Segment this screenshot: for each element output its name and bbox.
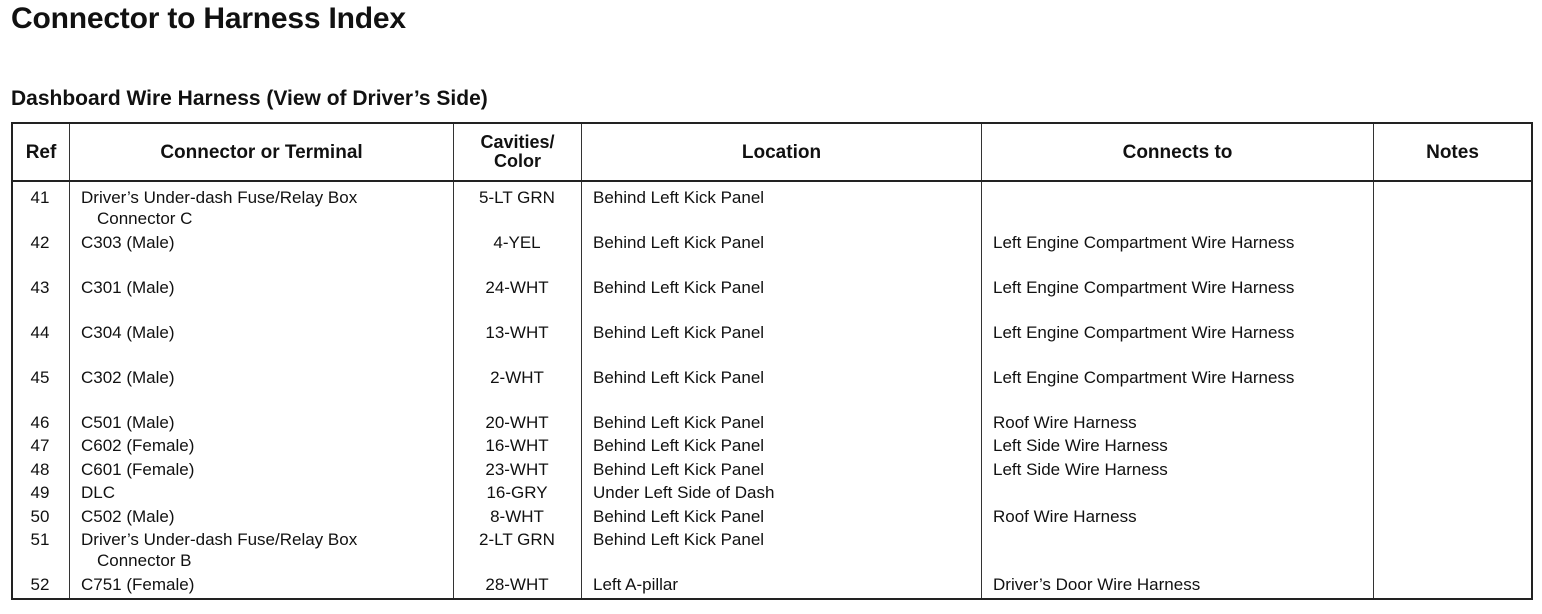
- header-cavities-line2: Color: [494, 151, 541, 171]
- cell-connector: C602 (Female): [81, 436, 195, 455]
- col-divider: [1373, 124, 1374, 598]
- section-title: Dashboard Wire Harness (View of Driver’s Side): [11, 87, 488, 110]
- col-divider: [69, 124, 70, 598]
- cell-cavities: 8-WHT: [490, 507, 544, 526]
- cell-location: Behind Left Kick Panel: [593, 188, 765, 207]
- cell-connector: C303 (Male): [81, 233, 175, 252]
- cell-ref: 49: [30, 483, 50, 502]
- cell-cavities: 23-WHT: [485, 460, 549, 479]
- cell-connector-line2: Connector B: [97, 551, 192, 570]
- cell-ref: 47: [30, 436, 50, 455]
- cell-connects-to: Driver’s Door Wire Harness: [993, 575, 1201, 594]
- cell-connects-to: Roof Wire Harness: [993, 507, 1137, 526]
- cell-cavities: 20-WHT: [485, 413, 549, 432]
- cell-connector-line1: Driver’s Under-dash Fuse/Relay Box: [81, 188, 358, 207]
- header-ref: Ref: [25, 141, 57, 163]
- cell-connects-to: Left Engine Compartment Wire Harness: [993, 323, 1295, 342]
- cell-connects-to: Left Engine Compartment Wire Harness: [993, 368, 1295, 387]
- cell-location: Behind Left Kick Panel: [593, 436, 765, 455]
- col-divider: [981, 124, 982, 598]
- cell-cavities: 13-WHT: [485, 323, 549, 342]
- cell-location: Behind Left Kick Panel: [593, 460, 765, 479]
- cell-ref: 46: [30, 413, 50, 432]
- cell-connects-to: Left Engine Compartment Wire Harness: [993, 278, 1295, 297]
- cell-connector: [81, 529, 357, 571]
- header-divider: [13, 180, 1531, 182]
- cell-location: Behind Left Kick Panel: [593, 233, 765, 252]
- cell-connector: C304 (Male): [81, 323, 175, 342]
- cell-ref: 50: [30, 507, 50, 526]
- cell-connector: C501 (Male): [81, 413, 175, 432]
- header-location: Location: [741, 141, 822, 163]
- cell-location: Behind Left Kick Panel: [593, 368, 765, 387]
- cell-connects-to: Left Side Wire Harness: [993, 460, 1168, 479]
- cell-connects-to: Left Engine Compartment Wire Harness: [993, 233, 1295, 252]
- cell-location: Left A-pillar: [593, 575, 679, 594]
- cell-connector: C302 (Male): [81, 368, 175, 387]
- col-divider: [581, 124, 582, 598]
- cell-location: Behind Left Kick Panel: [593, 413, 765, 432]
- cell-connector: C751 (Female): [81, 575, 195, 594]
- cell-connector: C601 (Female): [81, 460, 195, 479]
- cell-ref: 42: [30, 233, 50, 252]
- cell-connector: DLC: [81, 483, 116, 502]
- header-notes: Notes: [1426, 141, 1479, 163]
- cell-connector-line1: Driver’s Under-dash Fuse/Relay Box: [81, 530, 358, 549]
- cell-location: Behind Left Kick Panel: [593, 278, 765, 297]
- cell-ref: 52: [30, 575, 50, 594]
- cell-cavities: 2-LT GRN: [479, 530, 555, 549]
- cell-location: Behind Left Kick Panel: [593, 323, 765, 342]
- cell-ref: 48: [30, 460, 50, 479]
- cell-ref: 43: [30, 278, 50, 297]
- cell-connects-to: Roof Wire Harness: [993, 413, 1137, 432]
- cell-connects-to: Left Side Wire Harness: [993, 436, 1168, 455]
- header-connector: Connector or Terminal: [160, 141, 363, 163]
- cell-cavities: 4-YEL: [493, 233, 541, 252]
- cell-ref: 51: [30, 530, 50, 549]
- page-title: Connector to Harness Index: [11, 2, 406, 35]
- cell-ref: 45: [30, 368, 50, 387]
- cell-connector-line2: Connector C: [97, 209, 193, 228]
- cell-ref: 44: [30, 323, 50, 342]
- cell-cavities: 24-WHT: [485, 278, 549, 297]
- header-cavities-line1: Cavities/: [480, 132, 555, 152]
- cell-ref: 41: [30, 188, 50, 207]
- cell-location: Behind Left Kick Panel: [593, 530, 765, 549]
- cell-cavities: 2-WHT: [490, 368, 544, 387]
- cell-cavities: 5-LT GRN: [479, 188, 555, 207]
- header-connects-to: Connects to: [1122, 141, 1233, 163]
- cell-location: Under Left Side of Dash: [593, 483, 775, 502]
- harness-table: [11, 122, 1533, 600]
- cell-cavities: 28-WHT: [485, 575, 549, 594]
- cell-connector: C301 (Male): [81, 278, 175, 297]
- cell-cavities: 16-GRY: [486, 483, 548, 502]
- header-cavities: [454, 124, 581, 180]
- cell-cavities: 16-WHT: [485, 436, 549, 455]
- cell-connector: [81, 187, 357, 229]
- cell-connector: C502 (Male): [81, 507, 175, 526]
- cell-location: Behind Left Kick Panel: [593, 507, 765, 526]
